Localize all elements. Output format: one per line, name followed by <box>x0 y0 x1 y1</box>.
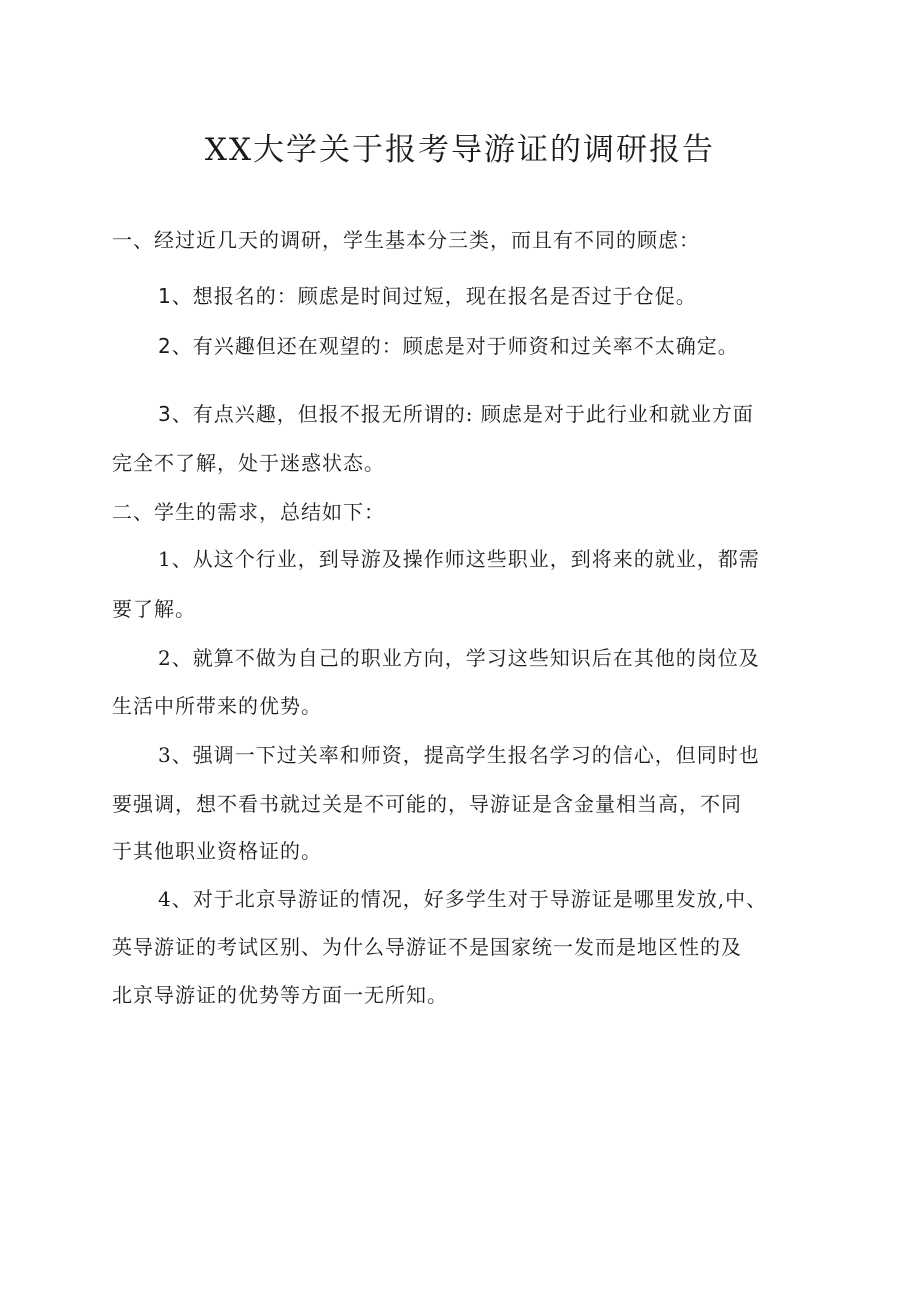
document-title: XX大学关于报考导游证的调研报告 <box>204 132 716 168</box>
item-text: 、想报名的：顾虑是时间过短，现在报名是否过于仓促。 <box>171 284 697 308</box>
section-1-item-3-line-1 <box>158 399 878 429</box>
item-number: 2 <box>158 334 172 358</box>
section-2-item-4-line-2: 英导游证的考试区别、为什么导游证不是国家统一发而是地区性的及 <box>112 935 742 959</box>
section-2-item-3-line-2: 要强调，想不看书就过关是不可能的，导游证是含金量相当高，不同 <box>112 792 742 816</box>
section-2-item-2-line-1: 2、就算不做为自己的职业方向，学习这些知识后在其他的岗位及 <box>158 646 760 670</box>
section-2-item-4-line-1: 4、对于北京导游证的情况，好多学生对于导游证是哪里发放,中、 <box>158 887 768 911</box>
section-2-item-2-line-2: 生活中所带来的优势。 <box>112 694 322 718</box>
section-2-item-1-line-1: 1、从这个行业，到导游及操作师这些职业，到将来的就业，都需 <box>158 547 760 571</box>
section-1-item-2 <box>158 331 878 361</box>
section-2-heading: 二、学生的需求，总结如下： <box>112 500 385 524</box>
section-1-item-1 <box>158 281 878 311</box>
item-text: 、有点兴趣，但报不报无所谓的: 顾虑是对于此行业和就业方面 <box>171 402 754 426</box>
item-number: 1 <box>158 284 172 308</box>
section-2-item-1-line-2: 要了解。 <box>112 597 196 621</box>
item-text: 、有兴趣但还在观望的：顾虑是对于师资和过关率不太确定。 <box>171 334 739 358</box>
section-1-heading: 一、经过近几天的调研，学生基本分三类，而且有不同的顾虑： <box>112 228 700 252</box>
section-2-item-3-line-3: 于其他职业资格证的。 <box>112 839 322 863</box>
section-2-item-3-line-1: 3、强调一下过关率和师资，提高学生报名学习的信心，但同时也 <box>158 743 760 767</box>
section-1-item-3-line-2: 完全不了解，处于迷惑状态。 <box>112 451 385 475</box>
item-number: 3 <box>158 402 172 426</box>
section-2-item-4-line-3: 北京导游证的优势等方面一无所知。 <box>112 983 448 1007</box>
